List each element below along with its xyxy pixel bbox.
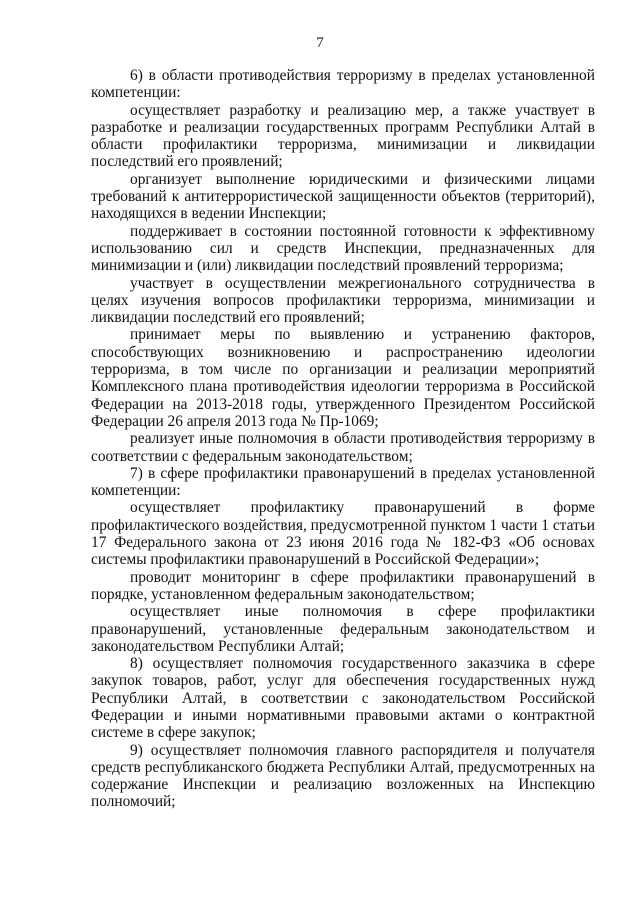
paragraph: осуществляет разработку и реализацию мер, а также участвует в разработке и реализации государственных программ Республики Алтай в области профилактики терроризма, минимизации и ликвидации последствий его проявлений;: [91, 101, 595, 171]
paragraph: реализует иные полномочия в области противодействия терроризму в соответствии с федеральным законодательством;: [91, 430, 595, 465]
paragraph-section-8: 8) осуществляет полномочия государственного заказчика в сфере закупок товаров, работ, услуг для обеспечения государственных нужд Республики Алтай, в соответствии с законодательством Российской Федерации и иными нормативными правовыми актами о контрактной системе в сфере закупок;: [91, 655, 595, 742]
document-body: [91, 67, 595, 811]
paragraph-section-6-heading: 6) в области противодействия терроризму в пределах установленной компетенции:: [91, 67, 595, 102]
paragraph: осуществляет иные полномочия в сфере профилактики правонарушений, установленные федеральным законодательством и законодательством Республики Алтай;: [91, 603, 595, 655]
paragraph: принимает меры по выявлению и устранению факторов, способствующих возникновению и распространению идеологии терроризма, в том числе по организации и реализации мероприятий Комплексного плана противодействия идеологии терроризма в Российской Федерации на 2013-2018 годы, утвержденного Президентом Российской Федерации 26 апреля 2013 года № Пр-1069;: [91, 326, 595, 430]
paragraph: осуществляет профилактику правонарушений в форме профилактического воздействия, предусмотренной пунктом 1 части 1 статьи 17 Федерального закона от 23 июня 2016 года № 182-ФЗ «Об основах системы профилактики правонарушений в Российской Федерации»;: [91, 499, 595, 569]
paragraph: поддерживает в состоянии постоянной готовности к эффективному использованию сил и средств Инспекции, предназначенных для минимизации и (или) ликвидации последствий проявлений терроризма;: [91, 222, 595, 275]
paragraph-section-7-heading: 7) в сфере профилактики правонарушений в пределах установленной компетенции:: [91, 464, 595, 500]
paragraph: участвует в осуществлении межрегионального сотрудничества в целях изучения вопросов профилактики терроризма, минимизации и ликвидации последствий его проявлений;: [91, 274, 595, 327]
paragraph: организует выполнение юридическими и физическими лицами требований к антитеррористической защищенности объектов (территорий), находящихся в ведении Инспекции;: [91, 170, 595, 223]
page-number: 7: [316, 35, 324, 51]
paragraph: проводит мониторинг в сфере профилактики правонарушений в порядке, установленном федеральным законодательством;: [91, 568, 595, 603]
paragraph-section-9: 9) осуществляет полномочия главного распорядителя и получателя средств республиканского бюджета Республики Алтай, предусмотренных на содержание Инспекции и реализацию возложенных на Инспекцию полномочий;: [91, 741, 595, 811]
